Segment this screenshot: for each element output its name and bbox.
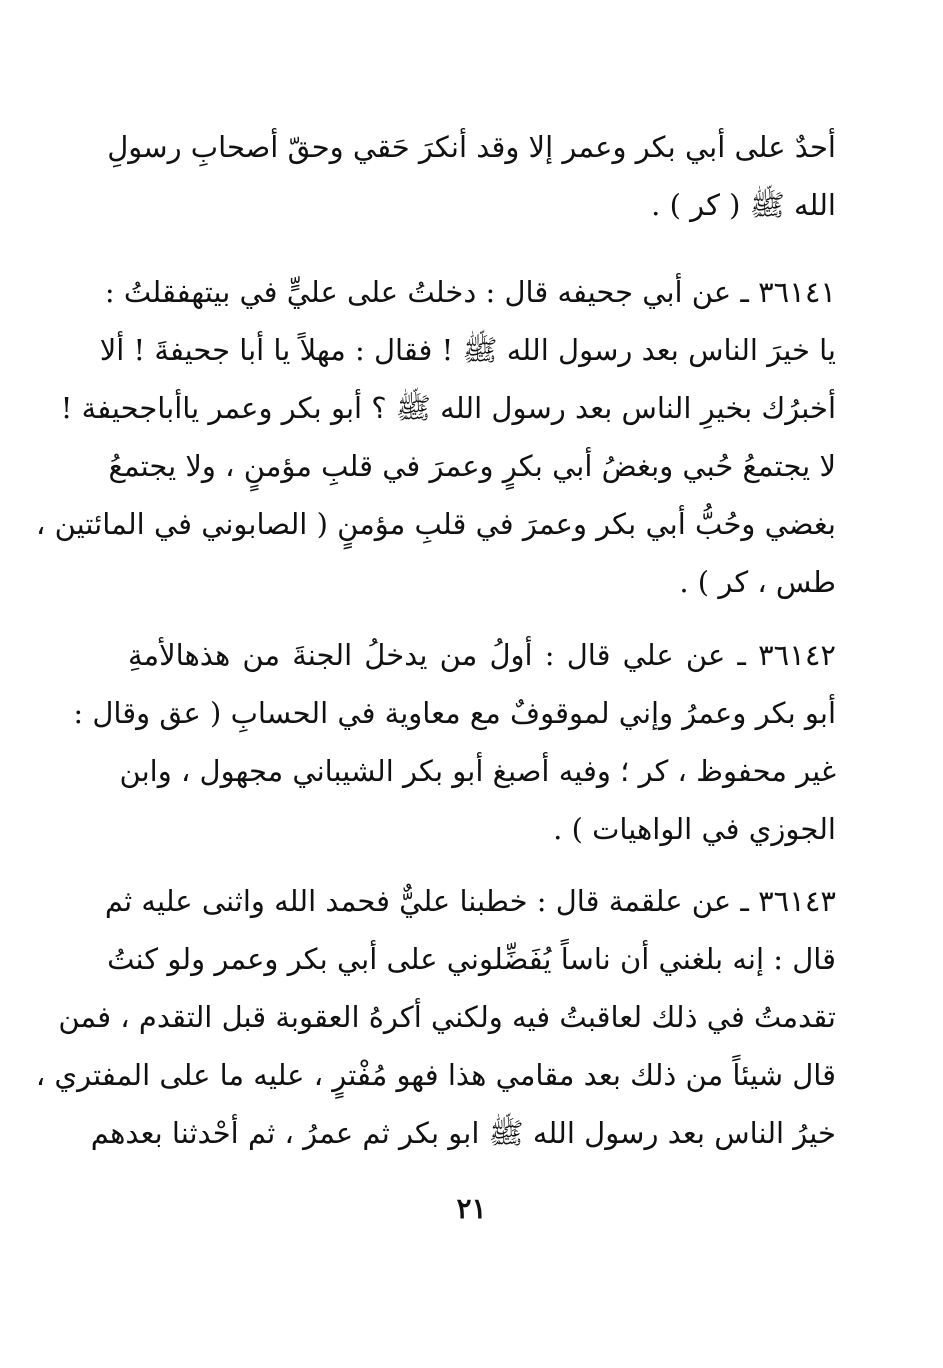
text-line: الجوزي في الواهيات ) . [553, 812, 836, 846]
text-line: الله ﷺ ( كر ) . [651, 188, 836, 222]
text-line: غير محفوظ ، كر ؛ وفيه أصبغ أبو بكر الشيباني مجهول ، وابن [119, 754, 836, 788]
hadith-36141 [36, 263, 836, 611]
hadith-36143 [35, 872, 836, 1162]
text-line: لا يجتمعُ حُبي وبغضُ أبي بكرٍ وعمرَ في قلبِ مؤمنٍ ، ولا يجتمعُ [108, 449, 836, 483]
text-line: قال : إنه بلغني أن ناساً يُفَضِّلوني على أبي بكر وعمر ولو كنتُ [107, 942, 836, 976]
text-line: ٣٦١٤٢ ـ عن علي قال : أولُ من يدخلُ الجنةَ من هذهالأمةِ [128, 638, 836, 672]
text-line: أخبرُك بخيرِ الناس بعد رسول الله ﷺ ؟ أبو بكر وعمر ياأباجحيفة ! [60, 391, 836, 425]
text-line: يا خيرَ الناس بعد رسول الله ﷺ ! فقال : مهلاً يا أبا جحيفةَ ! ألا [99, 333, 836, 367]
text-line: طس ، كر ) . [679, 565, 836, 599]
text-line: أبو بكر وعمرُ وإني لموقوفٌ مع معاوية في الحسابِ ( عق وقال : [73, 696, 836, 730]
text-line: ٣٦١٤١ ـ عن أبي جحيفه قال : دخلتُ على عليٍّ في بيتهفقلتُ : [104, 275, 836, 309]
text-line: تقدمتُ في ذلك لعاقبتُ فيه ولكني أكرهُ العقوبة قبل التقدم ، فمن [58, 1000, 836, 1034]
hadith-36142 [73, 626, 836, 858]
text-line: خيرُ الناس بعد رسول الله ﷺ ابو بكر ثم عمرُ ، ثم أحْدثنا بعدهم [90, 1116, 836, 1150]
page-number: ٢١ [456, 1192, 487, 1225]
text-line: بغضي وحُبُّ أبي بكر وعمرَ في قلبِ مؤمنٍ ( الصابوني في المائتين ، [36, 507, 836, 541]
paragraph-continuation [107, 118, 836, 234]
text-line: ٣٦١٤٣ ـ عن علقمة قال : خطبنا عليٌّ فحمد الله واثنى عليه ثم [104, 884, 836, 918]
text-line: أحدٌ على أبي بكر وعمر إلا وقد أنكرَ حَقي وحقّ أصحابِ رسولِ [107, 130, 836, 164]
text-line: قال شيئاً من ذلك بعد مقامي هذا فهو مُفْترٍ ، عليه ما على المفتري ، [35, 1058, 836, 1092]
